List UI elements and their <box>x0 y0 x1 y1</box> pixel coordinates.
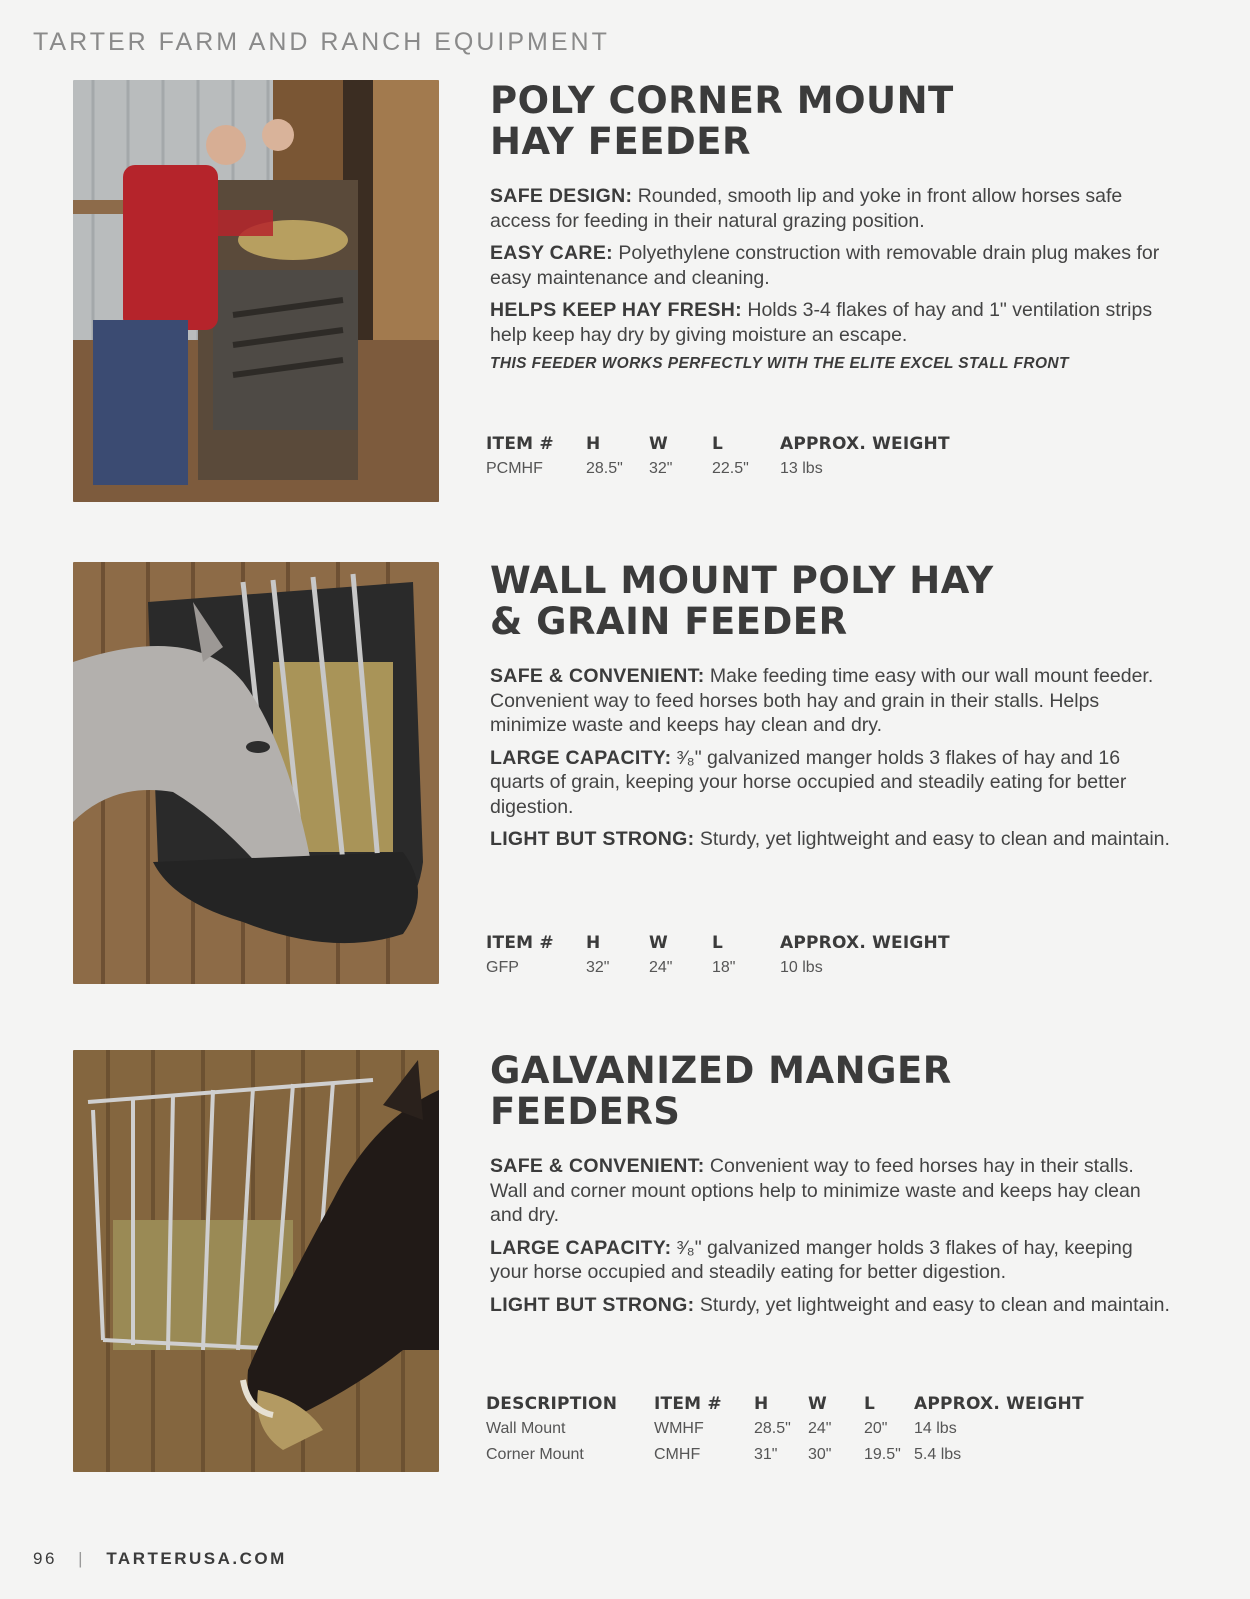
compatibility-note: THIS FEEDER WORKS PERFECTLY WITH THE ELITE EXCEL STALL FRONT <box>490 355 1069 372</box>
page-number: 96 <box>33 1549 57 1568</box>
feature-item: LIGHT BUT STRONG: Sturdy, yet lightweight and easy to clean and maintain. <box>490 828 1170 850</box>
website-link[interactable]: TARTERUSA.COM <box>106 1549 287 1568</box>
product-title: GALVANIZED MANGER FEEDERS <box>490 1049 952 1133</box>
product-title: WALL MOUNT POLY HAY & GRAIN FEEDER <box>490 559 994 643</box>
spec-header-row: ITEM # H W L APPROX. WEIGHT <box>486 933 950 953</box>
product-photo-wall-feeder <box>73 562 439 984</box>
feature-item: SAFE DESIGN: Rounded, smooth lip and yoke in front allow horses safe access for feeding in their natural grazing position. <box>490 185 1123 232</box>
spec-header-row: ITEM # H W L APPROX. WEIGHT <box>486 434 950 454</box>
table-row: Corner Mount CMHF 31" 30" 19.5" 5.4 lbs <box>486 1446 962 1463</box>
feature-item: LIGHT BUT STRONG: Sturdy, yet lightweight and easy to clean and maintain. <box>490 1293 1170 1316</box>
feature-list <box>490 664 1170 852</box>
table-row: GFP 32" 24" 18" 10 lbs <box>486 959 823 976</box>
feature-item: SAFE & CONVENIENT: Convenient way to feed horses hay in their stalls. Wall and corner mount options help to minimize waste and keeps hay clean and dry. <box>490 1155 1141 1226</box>
spec-table <box>486 933 950 983</box>
spec-table <box>486 434 950 484</box>
feature-item: HELPS KEEP HAY FRESH: Holds 3-4 flakes of hay and 1" ventilation strips help keep hay dry by giving moisture an escape. <box>490 299 1153 346</box>
product-poly-corner-mount-hay-feeder <box>490 80 1170 373</box>
spec-table <box>486 1394 1084 1470</box>
feature-list <box>490 184 1170 373</box>
feature-item: LARGE CAPACITY: ³⁄₈" galvanized manger holds 3 flakes of hay and 16 quarts of grain, keeping your horse occupied and steadily eating for better digestion. <box>490 746 1127 818</box>
product-galvanized-manger-feeders <box>490 1050 1170 1325</box>
page-header: TARTER FARM AND RANCH EQUIPMENT <box>33 28 610 56</box>
product-wall-mount-poly-hay-grain-feeder <box>490 560 1170 860</box>
feature-item: EASY CARE: Polyethylene construction with removable drain plug makes for easy maintenance and cleaning. <box>490 242 1160 289</box>
page-footer <box>33 1549 287 1569</box>
footer-separator: | <box>78 1549 86 1568</box>
feature-list <box>490 1154 1170 1317</box>
table-row: Wall Mount WMHF 28.5" 24" 20" 14 lbs <box>486 1420 957 1437</box>
spec-header-row: DESCRIPTION ITEM # H W L APPROX. WEIGHT <box>486 1394 1084 1414</box>
feature-item: LARGE CAPACITY: ³⁄₈" galvanized manger holds 3 flakes of hay, keeping your horse occupied and steadily eating for better digestion. <box>490 1236 1133 1283</box>
product-photo-corner-feeder <box>73 80 439 502</box>
product-title: POLY CORNER MOUNT HAY FEEDER <box>490 79 954 163</box>
product-photo-galvanized-manger <box>73 1050 439 1472</box>
table-row: PCMHF 28.5" 32" 22.5" 13 lbs <box>486 460 823 477</box>
feature-item: SAFE & CONVENIENT: Make feeding time easy with our wall mount feeder. Convenient way to feed horses both hay and grain in their stalls. Helps minimize waste and keeps hay clean and dry. <box>490 665 1154 736</box>
